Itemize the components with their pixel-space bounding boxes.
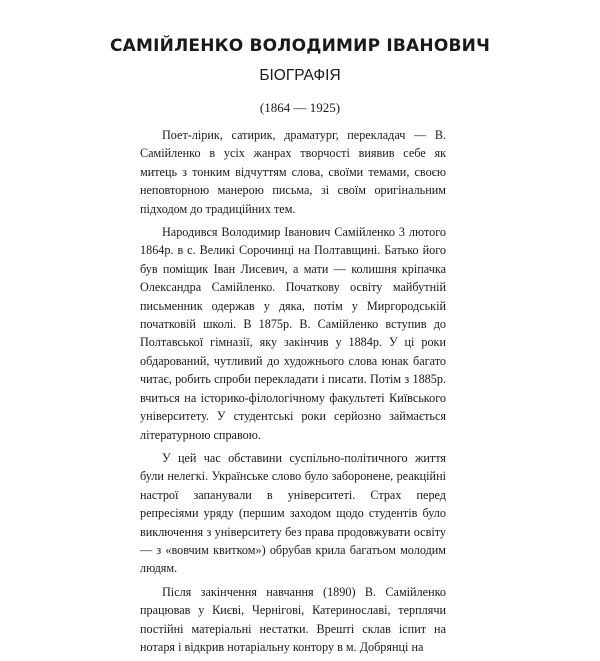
- paragraph: Народився Володимир Іванович Самійленко 3 лютого 1864р. в с. Великі Сорочинці на Полтавщині. Батько його був поміщик Іван Лисевич, а мати — колишня кріпачка Олександра Самійленко. Початкову освіту майбутній письменник одержав у дяка, потім у Миргородській початковій школі. В 1875р. В. Самійленко вступив до Полтавської гімназії, яку закінчив у 1884р. У ці роки обдарований, чутливий до художнього слова юнак багато читає, робить спроби перекладати і писати. Потім з 1885р. вчиться на історико-філологічному факультеті Київського університету. У студентські роки серйозно займається літературною справою.: [140, 225, 446, 442]
- life-dates: (1864 — 1925): [259, 100, 341, 115]
- paragraph: У цей час обставини суспільно-політичного життя були нелегкі. Українське слово було заборонене, реакційні настрої запанували в університеті. Страх перед репресіями уряду (першим заходом щодо студентів було виключення з університету без права продовжувати освіту — з «вовчим квитком») обрубав крила багатьом молодим людям.: [140, 450, 446, 576]
- paragraph: Після закінчення навчання (1890) В. Самійленко працював у Києві, Чернігові, Катеринославі, терплячи постійні матеріальні нестатки. Врешті склав іспит на нотаря і відкрив нотаріальну контору в м. Добрянці на: [140, 584, 446, 654]
- biography-body: [140, 126, 446, 661]
- page-title: САМІЙЛЕНКО ВОЛОДИМИР ІВАНОВИЧ: [109, 36, 491, 56]
- page-subtitle: БІОГРАФІЯ: [259, 67, 341, 84]
- paragraph: Поет-лірик, сатирик, драматург, перекладач — В. Самійленко в усіх жанрах творчості виявив себе як митець з тонким відчуттям слова, своїми темами, своєю неповторною манерою письма, зі своїм оригінальним підходом до традиційних тем.: [140, 128, 446, 216]
